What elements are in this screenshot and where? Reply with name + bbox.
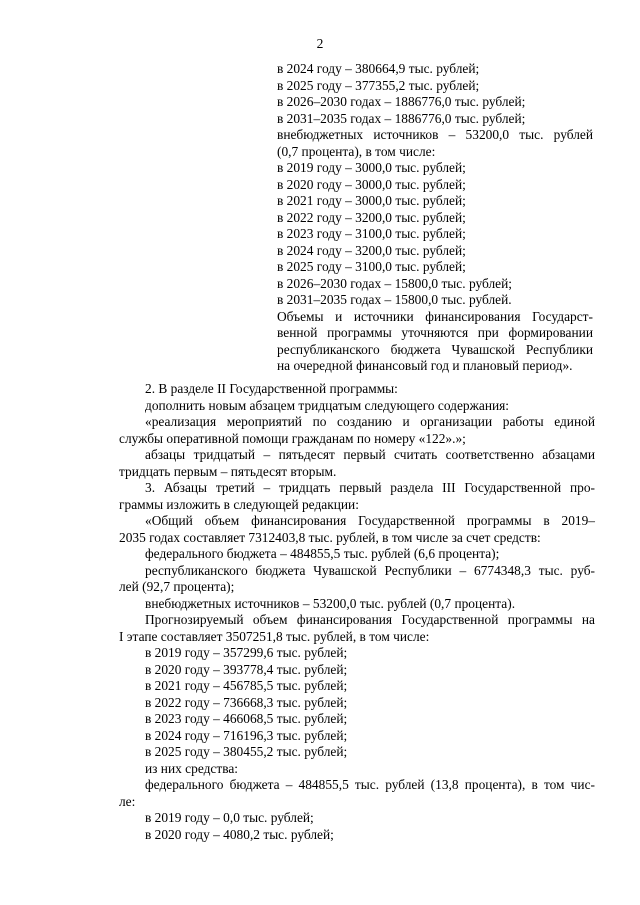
text-line: внебюджетных источников – 53200,0 тыс. рублей xyxy=(277,127,593,142)
text-line: в 2020 году – 3000,0 тыс. рублей; xyxy=(277,176,466,192)
text-line: лей (92,7 процента); xyxy=(119,579,235,594)
text-line: дополнить новым абзацем тридцатым следующего содержания: xyxy=(145,397,510,413)
text-line: (0,7 процента), в том числе: xyxy=(277,143,436,159)
text-line: республиканского бюджета Чувашской Республики xyxy=(277,341,593,357)
text-line: в 2020 году – 4080,2 тыс. рублей; xyxy=(145,826,334,842)
text-line: абзацы тридцатый – пятьдесят первый считать соответственно абзацами xyxy=(145,447,595,462)
text-line: «Общий объем финансирования Государственной программы в 2019– xyxy=(145,513,595,528)
text-line: в 2026–2030 годах – 1886776,0 тыс. рублей; xyxy=(277,94,526,109)
text-line: в 2025 году – 380455,2 тыс. рублей; xyxy=(145,744,348,759)
text-line: 2035 годах составляет 7312403,8 тыс. рублей, в том числе за счет средств: xyxy=(119,529,541,545)
text-line: в 2023 году – 466068,5 тыс. рублей; xyxy=(145,711,348,726)
text-line: из них средства: xyxy=(145,760,239,776)
text-line: Прогнозируемый объем финансирования Государственной программы на xyxy=(145,612,595,627)
text-line: в 2031–2035 годах – 1886776,0 тыс. рублей; xyxy=(277,110,526,126)
text-line: в 2020 году – 393778,4 тыс. рублей; xyxy=(145,661,348,677)
text-line: ле: xyxy=(119,793,136,809)
text-line: в 2019 году – 3000,0 тыс. рублей; xyxy=(277,160,466,175)
text-line: в 2025 году – 3100,0 тыс. рублей; xyxy=(277,259,466,274)
text-line: граммы изложить в следующей редакции: xyxy=(119,496,359,512)
text-line: в 2019 году – 357299,6 тыс. рублей; xyxy=(145,645,348,660)
text-line: в 2025 году – 377355,2 тыс. рублей; xyxy=(277,77,480,93)
text-line: венной программы уточняются при формировании xyxy=(277,325,593,340)
page-number: 2 xyxy=(316,36,324,51)
text-line: внебюджетных источников – 53200,0 тыс. рублей (0,7 процента). xyxy=(145,595,516,611)
text-line: на очередной финансовый год и плановый период». xyxy=(277,358,573,373)
text-line: «реализация мероприятий по созданию и организации работы единой xyxy=(145,414,595,429)
main-text xyxy=(119,381,595,843)
section-heading: 2. В разделе II Государственной программы: xyxy=(145,381,398,396)
text-line: в 2019 году – 0,0 тыс. рублей; xyxy=(145,810,314,825)
section-heading: 3. Абзацы третий – тридцать первый раздела III Государственной про- xyxy=(145,480,595,495)
text-line: в 2024 году – 3200,0 тыс. рублей; xyxy=(277,242,466,258)
text-line: республиканского бюджета Чувашской Республики – 6774348,3 тыс. руб- xyxy=(145,562,595,578)
text-line: федерального бюджета – 484855,5 тыс. рублей (6,6 процента); xyxy=(145,546,500,561)
text-line: в 2022 году – 3200,0 тыс. рублей; xyxy=(277,209,466,225)
text-line: федерального бюджета – 484855,5 тыс. рублей (13,8 процента), в том чис- xyxy=(145,777,595,792)
text-line: в 2024 году – 716196,3 тыс. рублей; xyxy=(145,727,348,743)
text-line: в 2024 году – 380664,9 тыс. рублей; xyxy=(277,61,480,76)
text-line: в 2022 году – 736668,3 тыс. рублей; xyxy=(145,694,348,710)
text-line: в 2023 году – 3100,0 тыс. рублей; xyxy=(277,226,466,241)
text-line: Объемы и источники финансирования Государст- xyxy=(277,308,593,324)
text-line: в 2026–2030 годах – 15800,0 тыс. рублей; xyxy=(277,275,512,291)
text-line: службы оперативной помощи гражданам по номеру «122».»; xyxy=(119,430,466,446)
text-line: I этапе составляет 3507251,8 тыс. рублей, в том числе: xyxy=(119,628,430,644)
text-line: в 2031–2035 годах – 15800,0 тыс. рублей. xyxy=(277,292,512,307)
text-line: в 2021 году – 456785,5 тыс. рублей; xyxy=(145,678,348,693)
financing-details-block xyxy=(277,61,593,375)
text-line: в 2021 году – 3000,0 тыс. рублей; xyxy=(277,193,466,208)
text-line: тридцать первым – пятьдесят вторым. xyxy=(119,463,337,479)
